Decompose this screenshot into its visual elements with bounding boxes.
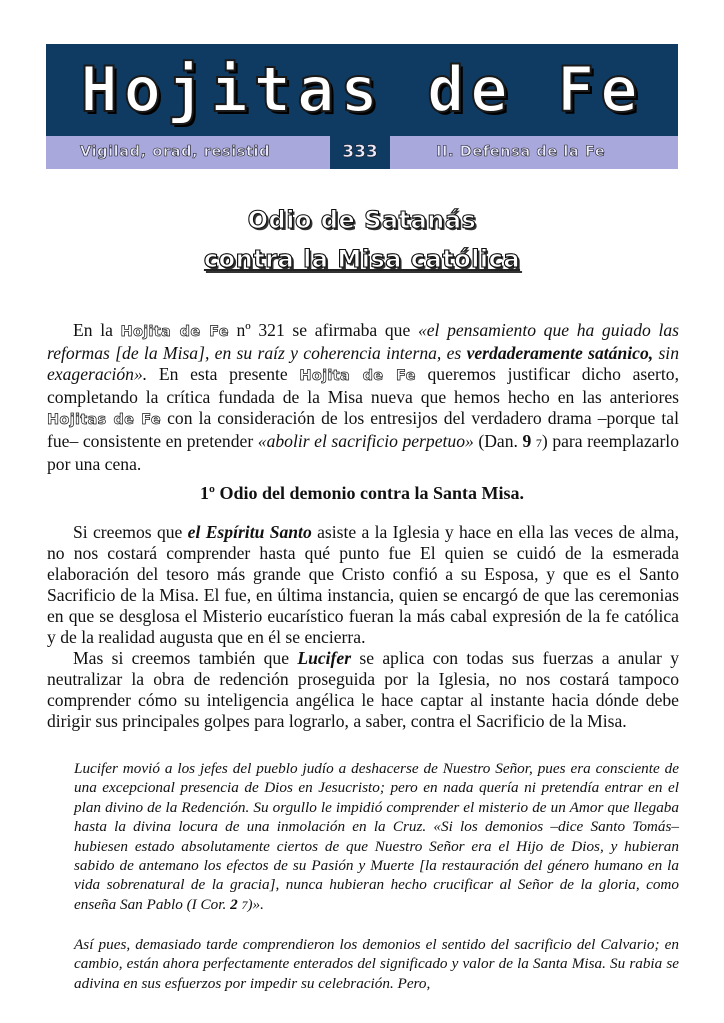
text-run: nº 321 se afirmaba que xyxy=(228,320,418,340)
text-run: En esta presente xyxy=(147,364,300,384)
verse-number: 7 xyxy=(241,897,248,912)
quote-run: «abolir el sacrificio perpetuo» xyxy=(257,431,474,451)
section-heading: 1º Odio del demonio contra la Santa Misa. xyxy=(200,483,524,503)
quote-run: «el pensamiento que ha guiado las reformas [de la Misa], en su raíz y coherencia interna, es xyxy=(47,320,679,363)
masthead xyxy=(46,44,678,169)
block-quote-1 xyxy=(74,759,679,915)
text-run: se aplica con todas sus fuerzas a anular y neutralizar la obra de redención proseguida por la Iglesia, no nos costará tampoco comprender cómo su inteligencia angélica le hace captar al instante hacia dónde debe dirigir sus principales golpes para lograrlo, a saber, contra el Sacrificio de la Misa. xyxy=(47,648,679,731)
article-title-line-2: contra la Misa católica xyxy=(203,245,521,273)
masthead-subbar xyxy=(46,136,678,169)
quote-text: Lucifer movió a los jefes del pueblo judío a deshacerse de Nuestro Señor, pues era consciente de una excepcional presencia de Dios en Jesucristo; pero en nada quería ni pretendía entrar en el plan divino de la Redención. Su orgullo le impidió comprender el misterio de un Amor que llegaba hasta la divina locura de una inmolación en la Cruz. «Si los demonios –dice Santo Tomás– hubiesen estado absolutamente ciertos de que Nuestro Señor era el Hijo de Dios, y hubieran sabido de antemano los efectos de su Pasión y Muerte [la restauración del género humano en la vida sobrenatural de la gracia], nunca hubieran hecho crucificar al Señor de la gloria, como enseña San Pablo (I Cor. xyxy=(74,760,679,913)
emphasis: Lucifer xyxy=(297,648,352,668)
text-run: con la consideración de los entresijos del verdadero drama –porque tal fue– consistente en pretender xyxy=(47,408,680,451)
text-run: queremos justificar dicho aserto, completando la crítica fundada de la Misa nueva que hemos hecho en las anteriores xyxy=(47,364,679,407)
quote-emphasis: verdaderamente satánico, xyxy=(466,343,654,363)
text-run: ) para reemplazarlo por una cena. xyxy=(47,431,679,474)
text-run: En la xyxy=(73,320,121,340)
block-quote-2: Así pues, demasiado tarde comprendieron los demonios el sentido del sacrificio del Calvario; en cambio, están ahora perfectamente enterados del significado y valor de la Santa Misa. Su rabia se adivina en sus esfuerzos por impedir su celebración. Pero, xyxy=(74,936,679,992)
quote-run: sin exageración». xyxy=(47,343,679,384)
hojita-reference: Hojita de Fe xyxy=(120,324,229,340)
text-run: Mas si creemos también que xyxy=(73,648,298,668)
article-title-line-1: Odio de Satanás xyxy=(247,206,477,234)
chapter-number: 2 xyxy=(230,895,238,913)
hojitas-reference: Hojitas de Fe xyxy=(47,412,162,428)
emphasis: el Espíritu Santo xyxy=(187,522,312,542)
section-label: II. Defensa de la Fe xyxy=(436,144,606,160)
paragraph-lucifer xyxy=(47,648,679,732)
text-run: (Dan. xyxy=(473,431,523,451)
publication-title: Hojitas de Fe xyxy=(80,52,644,126)
chapter-number: 9 xyxy=(522,431,532,451)
hojita-reference: Hojita de Fe xyxy=(299,368,416,384)
intro-paragraph xyxy=(47,320,679,475)
text-run: Si creemos que xyxy=(73,522,188,542)
paragraph-espiritu-santo xyxy=(47,522,679,648)
issue-number: 333 xyxy=(330,136,390,169)
quote-text: )». xyxy=(247,895,264,913)
text-run: asiste a la Iglesia y hace en ella las veces de alma, no nos costará comprender hasta qué punto fue El quien se cuidó de la esmerada elaboración del tesoro más grande que Cristo confió a su Esposa, y que es el Santo Sacrificio de la Misa. El fue, en última instancia, quien se encargó de que las ceremonias en que se desglosa el Misterio eucarístico fueran la más cabal expresión de la fe católica y de la realidad augusta que en él se encierra. xyxy=(47,522,679,647)
verse-number: 7 xyxy=(535,436,542,450)
motto: Vigilad, orad, resistid xyxy=(80,144,271,160)
